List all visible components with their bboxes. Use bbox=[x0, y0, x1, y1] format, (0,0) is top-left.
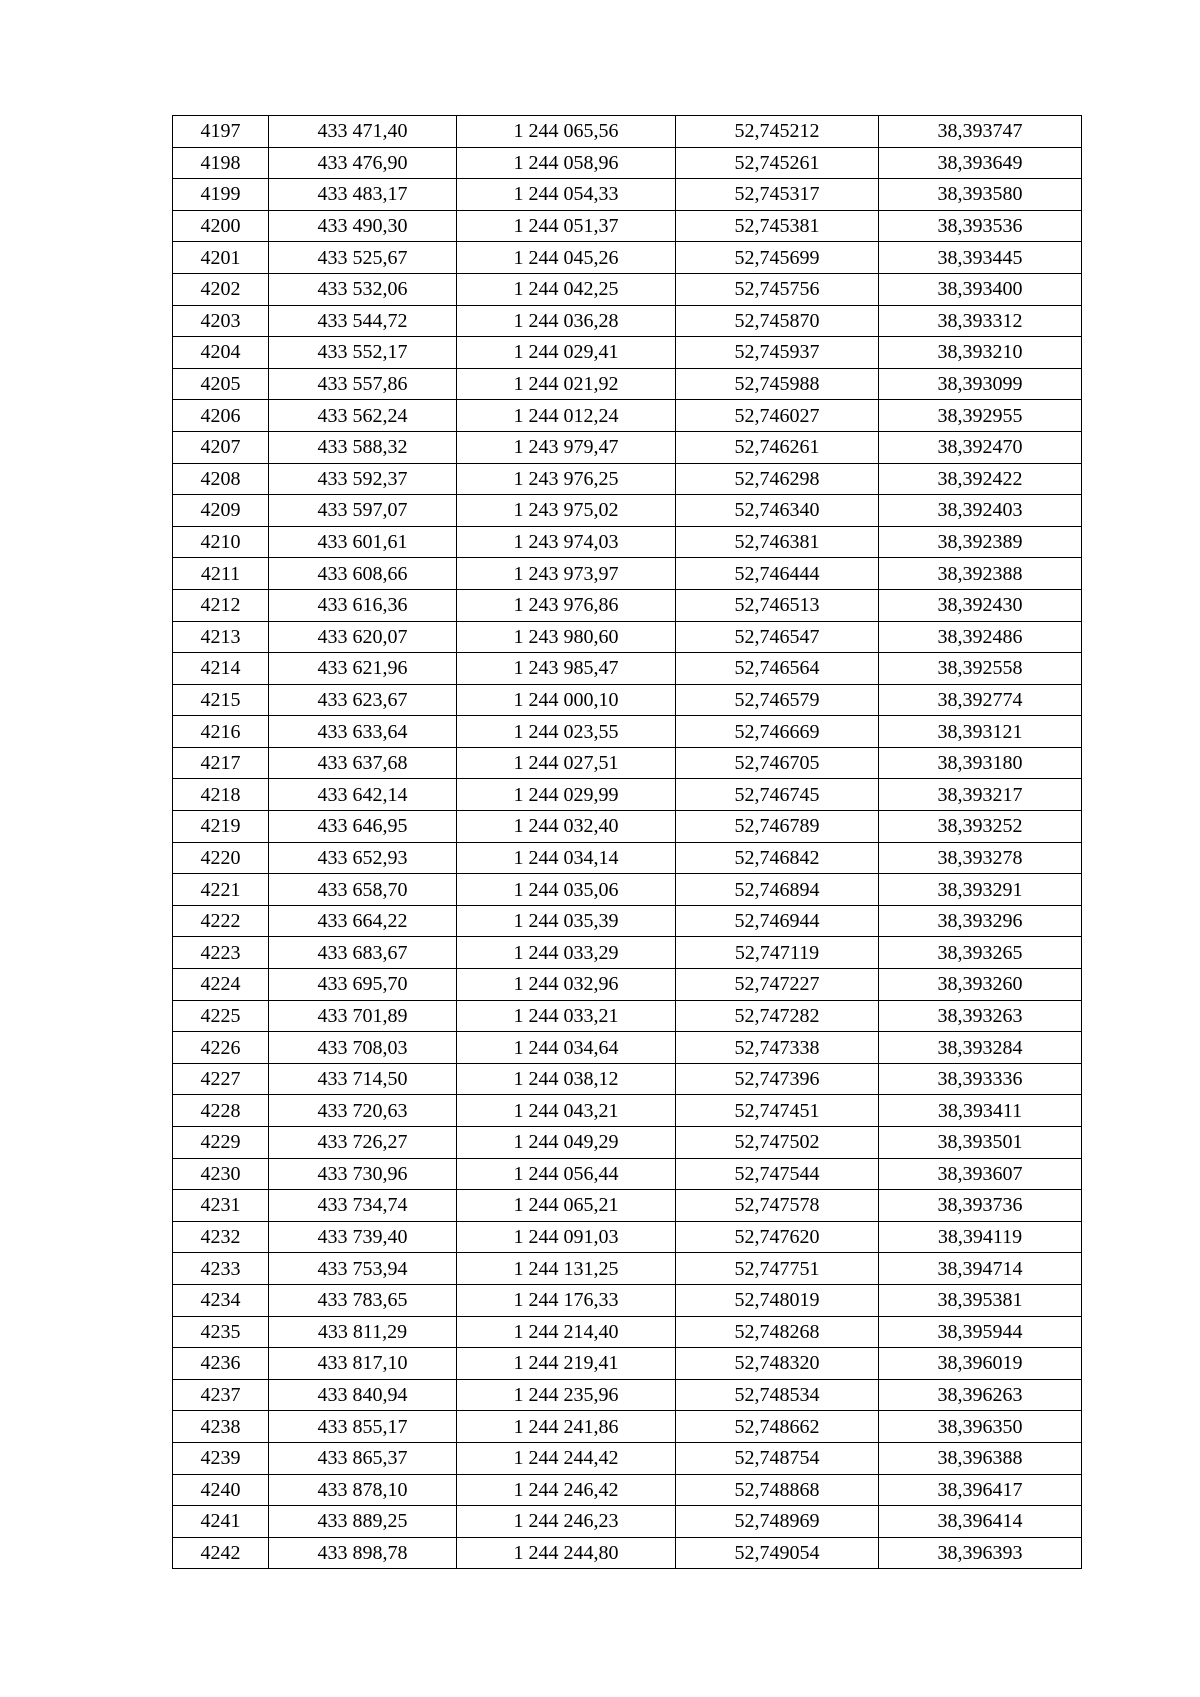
latitude-cell: 52,746298 bbox=[676, 463, 879, 495]
x-coordinate-cell: 433 471,40 bbox=[269, 116, 457, 148]
y-coordinate-cell: 1 244 029,99 bbox=[457, 779, 676, 811]
table-row bbox=[173, 179, 1082, 211]
point-number-cell: 4201 bbox=[173, 242, 269, 274]
latitude-cell: 52,748534 bbox=[676, 1379, 879, 1411]
y-coordinate-cell: 1 244 042,25 bbox=[457, 273, 676, 305]
latitude-cell: 52,746842 bbox=[676, 842, 879, 874]
point-number-cell: 4218 bbox=[173, 779, 269, 811]
latitude-cell: 52,745870 bbox=[676, 305, 879, 337]
table-row bbox=[173, 1190, 1082, 1222]
y-coordinate-cell: 1 243 975,02 bbox=[457, 495, 676, 527]
point-number-cell: 4232 bbox=[173, 1221, 269, 1253]
longitude-cell: 38,393217 bbox=[879, 779, 1082, 811]
table-row bbox=[173, 1411, 1082, 1443]
longitude-cell: 38,396417 bbox=[879, 1474, 1082, 1506]
table-row bbox=[173, 1474, 1082, 1506]
point-number-cell: 4213 bbox=[173, 621, 269, 653]
y-coordinate-cell: 1 244 051,37 bbox=[457, 210, 676, 242]
table-row bbox=[173, 242, 1082, 274]
point-number-cell: 4220 bbox=[173, 842, 269, 874]
table-row bbox=[173, 400, 1082, 432]
x-coordinate-cell: 433 525,67 bbox=[269, 242, 457, 274]
latitude-cell: 52,747338 bbox=[676, 1032, 879, 1064]
longitude-cell: 38,393501 bbox=[879, 1127, 1082, 1159]
latitude-cell: 52,745317 bbox=[676, 179, 879, 211]
y-coordinate-cell: 1 244 021,92 bbox=[457, 368, 676, 400]
longitude-cell: 38,393312 bbox=[879, 305, 1082, 337]
longitude-cell: 38,393260 bbox=[879, 969, 1082, 1001]
point-number-cell: 4230 bbox=[173, 1158, 269, 1190]
point-number-cell: 4227 bbox=[173, 1063, 269, 1095]
longitude-cell: 38,393747 bbox=[879, 116, 1082, 148]
y-coordinate-cell: 1 244 235,96 bbox=[457, 1379, 676, 1411]
point-number-cell: 4223 bbox=[173, 937, 269, 969]
point-number-cell: 4198 bbox=[173, 147, 269, 179]
longitude-cell: 38,393445 bbox=[879, 242, 1082, 274]
table-row bbox=[173, 368, 1082, 400]
table-row bbox=[173, 463, 1082, 495]
longitude-cell: 38,393291 bbox=[879, 874, 1082, 906]
table-row bbox=[173, 1000, 1082, 1032]
table-row bbox=[173, 1095, 1082, 1127]
table-row bbox=[173, 1537, 1082, 1569]
x-coordinate-cell: 433 621,96 bbox=[269, 653, 457, 685]
point-number-cell: 4200 bbox=[173, 210, 269, 242]
table-row bbox=[173, 1379, 1082, 1411]
y-coordinate-cell: 1 244 176,33 bbox=[457, 1284, 676, 1316]
point-number-cell: 4204 bbox=[173, 337, 269, 369]
latitude-cell: 52,747502 bbox=[676, 1127, 879, 1159]
longitude-cell: 38,392388 bbox=[879, 558, 1082, 590]
latitude-cell: 52,747451 bbox=[676, 1095, 879, 1127]
y-coordinate-cell: 1 244 034,14 bbox=[457, 842, 676, 874]
longitude-cell: 38,396263 bbox=[879, 1379, 1082, 1411]
latitude-cell: 52,747396 bbox=[676, 1063, 879, 1095]
y-coordinate-cell: 1 243 979,47 bbox=[457, 431, 676, 463]
point-number-cell: 4235 bbox=[173, 1316, 269, 1348]
longitude-cell: 38,393263 bbox=[879, 1000, 1082, 1032]
longitude-cell: 38,393580 bbox=[879, 179, 1082, 211]
x-coordinate-cell: 433 646,95 bbox=[269, 811, 457, 843]
latitude-cell: 52,746789 bbox=[676, 811, 879, 843]
y-coordinate-cell: 1 244 246,23 bbox=[457, 1506, 676, 1538]
latitude-cell: 52,746669 bbox=[676, 716, 879, 748]
table-row bbox=[173, 1442, 1082, 1474]
table-row bbox=[173, 1127, 1082, 1159]
x-coordinate-cell: 433 714,50 bbox=[269, 1063, 457, 1095]
x-coordinate-cell: 433 592,37 bbox=[269, 463, 457, 495]
point-number-cell: 4242 bbox=[173, 1537, 269, 1569]
y-coordinate-cell: 1 244 033,29 bbox=[457, 937, 676, 969]
point-number-cell: 4238 bbox=[173, 1411, 269, 1443]
table-row bbox=[173, 779, 1082, 811]
longitude-cell: 38,393411 bbox=[879, 1095, 1082, 1127]
y-coordinate-cell: 1 244 058,96 bbox=[457, 147, 676, 179]
longitude-cell: 38,393180 bbox=[879, 747, 1082, 779]
y-coordinate-cell: 1 244 065,56 bbox=[457, 116, 676, 148]
latitude-cell: 52,746340 bbox=[676, 495, 879, 527]
x-coordinate-cell: 433 855,17 bbox=[269, 1411, 457, 1443]
y-coordinate-cell: 1 244 214,40 bbox=[457, 1316, 676, 1348]
latitude-cell: 52,748662 bbox=[676, 1411, 879, 1443]
point-number-cell: 4212 bbox=[173, 589, 269, 621]
latitude-cell: 52,746745 bbox=[676, 779, 879, 811]
table-row bbox=[173, 1032, 1082, 1064]
table-row bbox=[173, 1158, 1082, 1190]
longitude-cell: 38,396414 bbox=[879, 1506, 1082, 1538]
longitude-cell: 38,393099 bbox=[879, 368, 1082, 400]
longitude-cell: 38,396019 bbox=[879, 1348, 1082, 1380]
x-coordinate-cell: 433 652,93 bbox=[269, 842, 457, 874]
y-coordinate-cell: 1 244 244,80 bbox=[457, 1537, 676, 1569]
x-coordinate-cell: 433 588,32 bbox=[269, 431, 457, 463]
x-coordinate-cell: 433 658,70 bbox=[269, 874, 457, 906]
x-coordinate-cell: 433 726,27 bbox=[269, 1127, 457, 1159]
latitude-cell: 52,748268 bbox=[676, 1316, 879, 1348]
latitude-cell: 52,746547 bbox=[676, 621, 879, 653]
x-coordinate-cell: 433 552,17 bbox=[269, 337, 457, 369]
longitude-cell: 38,393607 bbox=[879, 1158, 1082, 1190]
y-coordinate-cell: 1 244 023,55 bbox=[457, 716, 676, 748]
latitude-cell: 52,747544 bbox=[676, 1158, 879, 1190]
table-row bbox=[173, 1063, 1082, 1095]
y-coordinate-cell: 1 244 032,96 bbox=[457, 969, 676, 1001]
latitude-cell: 52,746027 bbox=[676, 400, 879, 432]
x-coordinate-cell: 433 898,78 bbox=[269, 1537, 457, 1569]
latitude-cell: 52,745756 bbox=[676, 273, 879, 305]
table-row bbox=[173, 811, 1082, 843]
y-coordinate-cell: 1 244 033,21 bbox=[457, 1000, 676, 1032]
latitude-cell: 52,748969 bbox=[676, 1506, 879, 1538]
table-row bbox=[173, 653, 1082, 685]
y-coordinate-cell: 1 244 032,40 bbox=[457, 811, 676, 843]
table-row bbox=[173, 495, 1082, 527]
x-coordinate-cell: 433 620,07 bbox=[269, 621, 457, 653]
longitude-cell: 38,396388 bbox=[879, 1442, 1082, 1474]
longitude-cell: 38,392558 bbox=[879, 653, 1082, 685]
y-coordinate-cell: 1 244 038,12 bbox=[457, 1063, 676, 1095]
table-row bbox=[173, 1506, 1082, 1538]
point-number-cell: 4226 bbox=[173, 1032, 269, 1064]
point-number-cell: 4202 bbox=[173, 273, 269, 305]
y-coordinate-cell: 1 243 980,60 bbox=[457, 621, 676, 653]
table-row bbox=[173, 842, 1082, 874]
latitude-cell: 52,749054 bbox=[676, 1537, 879, 1569]
y-coordinate-cell: 1 244 027,51 bbox=[457, 747, 676, 779]
longitude-cell: 38,393336 bbox=[879, 1063, 1082, 1095]
y-coordinate-cell: 1 243 973,97 bbox=[457, 558, 676, 590]
x-coordinate-cell: 433 695,70 bbox=[269, 969, 457, 1001]
table-row bbox=[173, 1348, 1082, 1380]
point-number-cell: 4221 bbox=[173, 874, 269, 906]
x-coordinate-cell: 433 623,67 bbox=[269, 684, 457, 716]
table-row bbox=[173, 337, 1082, 369]
x-coordinate-cell: 433 633,64 bbox=[269, 716, 457, 748]
table-row bbox=[173, 558, 1082, 590]
y-coordinate-cell: 1 244 012,24 bbox=[457, 400, 676, 432]
latitude-cell: 52,745937 bbox=[676, 337, 879, 369]
y-coordinate-cell: 1 244 056,44 bbox=[457, 1158, 676, 1190]
x-coordinate-cell: 433 889,25 bbox=[269, 1506, 457, 1538]
table-row bbox=[173, 937, 1082, 969]
latitude-cell: 52,747751 bbox=[676, 1253, 879, 1285]
x-coordinate-cell: 433 483,17 bbox=[269, 179, 457, 211]
x-coordinate-cell: 433 601,61 bbox=[269, 526, 457, 558]
table-row bbox=[173, 431, 1082, 463]
y-coordinate-cell: 1 244 065,21 bbox=[457, 1190, 676, 1222]
x-coordinate-cell: 433 664,22 bbox=[269, 905, 457, 937]
x-coordinate-cell: 433 783,65 bbox=[269, 1284, 457, 1316]
longitude-cell: 38,392470 bbox=[879, 431, 1082, 463]
y-coordinate-cell: 1 244 091,03 bbox=[457, 1221, 676, 1253]
point-number-cell: 4239 bbox=[173, 1442, 269, 1474]
latitude-cell: 52,747227 bbox=[676, 969, 879, 1001]
y-coordinate-cell: 1 244 241,86 bbox=[457, 1411, 676, 1443]
point-number-cell: 4222 bbox=[173, 905, 269, 937]
point-number-cell: 4229 bbox=[173, 1127, 269, 1159]
latitude-cell: 52,747119 bbox=[676, 937, 879, 969]
point-number-cell: 4208 bbox=[173, 463, 269, 495]
longitude-cell: 38,392430 bbox=[879, 589, 1082, 621]
x-coordinate-cell: 433 616,36 bbox=[269, 589, 457, 621]
latitude-cell: 52,745212 bbox=[676, 116, 879, 148]
longitude-cell: 38,394714 bbox=[879, 1253, 1082, 1285]
longitude-cell: 38,393278 bbox=[879, 842, 1082, 874]
x-coordinate-cell: 433 608,66 bbox=[269, 558, 457, 590]
table-row bbox=[173, 716, 1082, 748]
x-coordinate-cell: 433 476,90 bbox=[269, 147, 457, 179]
longitude-cell: 38,392389 bbox=[879, 526, 1082, 558]
y-coordinate-cell: 1 244 244,42 bbox=[457, 1442, 676, 1474]
point-number-cell: 4219 bbox=[173, 811, 269, 843]
table-row bbox=[173, 273, 1082, 305]
x-coordinate-cell: 433 840,94 bbox=[269, 1379, 457, 1411]
table-row bbox=[173, 621, 1082, 653]
point-number-cell: 4203 bbox=[173, 305, 269, 337]
longitude-cell: 38,393736 bbox=[879, 1190, 1082, 1222]
longitude-cell: 38,393536 bbox=[879, 210, 1082, 242]
longitude-cell: 38,392774 bbox=[879, 684, 1082, 716]
coordinates-table-body bbox=[173, 116, 1082, 1569]
y-coordinate-cell: 1 244 219,41 bbox=[457, 1348, 676, 1380]
latitude-cell: 52,747282 bbox=[676, 1000, 879, 1032]
x-coordinate-cell: 433 739,40 bbox=[269, 1221, 457, 1253]
y-coordinate-cell: 1 243 985,47 bbox=[457, 653, 676, 685]
x-coordinate-cell: 433 753,94 bbox=[269, 1253, 457, 1285]
latitude-cell: 52,748019 bbox=[676, 1284, 879, 1316]
y-coordinate-cell: 1 244 035,39 bbox=[457, 905, 676, 937]
longitude-cell: 38,395381 bbox=[879, 1284, 1082, 1316]
point-number-cell: 4216 bbox=[173, 716, 269, 748]
longitude-cell: 38,393296 bbox=[879, 905, 1082, 937]
x-coordinate-cell: 433 878,10 bbox=[269, 1474, 457, 1506]
longitude-cell: 38,392422 bbox=[879, 463, 1082, 495]
table-row bbox=[173, 147, 1082, 179]
latitude-cell: 52,748320 bbox=[676, 1348, 879, 1380]
point-number-cell: 4240 bbox=[173, 1474, 269, 1506]
longitude-cell: 38,394119 bbox=[879, 1221, 1082, 1253]
longitude-cell: 38,393265 bbox=[879, 937, 1082, 969]
latitude-cell: 52,746513 bbox=[676, 589, 879, 621]
y-coordinate-cell: 1 244 043,21 bbox=[457, 1095, 676, 1127]
x-coordinate-cell: 433 557,86 bbox=[269, 368, 457, 400]
latitude-cell: 52,746894 bbox=[676, 874, 879, 906]
y-coordinate-cell: 1 244 131,25 bbox=[457, 1253, 676, 1285]
x-coordinate-cell: 433 642,14 bbox=[269, 779, 457, 811]
latitude-cell: 52,746444 bbox=[676, 558, 879, 590]
longitude-cell: 38,392403 bbox=[879, 495, 1082, 527]
x-coordinate-cell: 433 708,03 bbox=[269, 1032, 457, 1064]
table-row bbox=[173, 969, 1082, 1001]
longitude-cell: 38,393210 bbox=[879, 337, 1082, 369]
latitude-cell: 52,748868 bbox=[676, 1474, 879, 1506]
x-coordinate-cell: 433 734,74 bbox=[269, 1190, 457, 1222]
point-number-cell: 4236 bbox=[173, 1348, 269, 1380]
x-coordinate-cell: 433 701,89 bbox=[269, 1000, 457, 1032]
longitude-cell: 38,396393 bbox=[879, 1537, 1082, 1569]
latitude-cell: 52,745381 bbox=[676, 210, 879, 242]
y-coordinate-cell: 1 244 045,26 bbox=[457, 242, 676, 274]
latitude-cell: 52,746944 bbox=[676, 905, 879, 937]
y-coordinate-cell: 1 244 000,10 bbox=[457, 684, 676, 716]
y-coordinate-cell: 1 244 035,06 bbox=[457, 874, 676, 906]
point-number-cell: 4206 bbox=[173, 400, 269, 432]
coordinates-table bbox=[172, 115, 1082, 1569]
point-number-cell: 4197 bbox=[173, 116, 269, 148]
point-number-cell: 4217 bbox=[173, 747, 269, 779]
x-coordinate-cell: 433 637,68 bbox=[269, 747, 457, 779]
point-number-cell: 4210 bbox=[173, 526, 269, 558]
point-number-cell: 4234 bbox=[173, 1284, 269, 1316]
point-number-cell: 4225 bbox=[173, 1000, 269, 1032]
table-row bbox=[173, 1253, 1082, 1285]
table-row bbox=[173, 305, 1082, 337]
y-coordinate-cell: 1 244 036,28 bbox=[457, 305, 676, 337]
x-coordinate-cell: 433 597,07 bbox=[269, 495, 457, 527]
point-number-cell: 4231 bbox=[173, 1190, 269, 1222]
y-coordinate-cell: 1 244 246,42 bbox=[457, 1474, 676, 1506]
x-coordinate-cell: 433 811,29 bbox=[269, 1316, 457, 1348]
x-coordinate-cell: 433 730,96 bbox=[269, 1158, 457, 1190]
latitude-cell: 52,746261 bbox=[676, 431, 879, 463]
point-number-cell: 4214 bbox=[173, 653, 269, 685]
table-row bbox=[173, 1284, 1082, 1316]
longitude-cell: 38,395944 bbox=[879, 1316, 1082, 1348]
x-coordinate-cell: 433 817,10 bbox=[269, 1348, 457, 1380]
x-coordinate-cell: 433 544,72 bbox=[269, 305, 457, 337]
longitude-cell: 38,392486 bbox=[879, 621, 1082, 653]
latitude-cell: 52,745261 bbox=[676, 147, 879, 179]
point-number-cell: 4215 bbox=[173, 684, 269, 716]
latitude-cell: 52,746579 bbox=[676, 684, 879, 716]
latitude-cell: 52,745988 bbox=[676, 368, 879, 400]
point-number-cell: 4241 bbox=[173, 1506, 269, 1538]
point-number-cell: 4205 bbox=[173, 368, 269, 400]
latitude-cell: 52,745699 bbox=[676, 242, 879, 274]
point-number-cell: 4224 bbox=[173, 969, 269, 1001]
table-row bbox=[173, 905, 1082, 937]
longitude-cell: 38,396350 bbox=[879, 1411, 1082, 1443]
table-row bbox=[173, 747, 1082, 779]
x-coordinate-cell: 433 490,30 bbox=[269, 210, 457, 242]
y-coordinate-cell: 1 243 974,03 bbox=[457, 526, 676, 558]
longitude-cell: 38,392955 bbox=[879, 400, 1082, 432]
y-coordinate-cell: 1 244 029,41 bbox=[457, 337, 676, 369]
latitude-cell: 52,746564 bbox=[676, 653, 879, 685]
y-coordinate-cell: 1 243 976,86 bbox=[457, 589, 676, 621]
x-coordinate-cell: 433 720,63 bbox=[269, 1095, 457, 1127]
x-coordinate-cell: 433 532,06 bbox=[269, 273, 457, 305]
longitude-cell: 38,393400 bbox=[879, 273, 1082, 305]
y-coordinate-cell: 1 244 049,29 bbox=[457, 1127, 676, 1159]
latitude-cell: 52,748754 bbox=[676, 1442, 879, 1474]
point-number-cell: 4228 bbox=[173, 1095, 269, 1127]
y-coordinate-cell: 1 243 976,25 bbox=[457, 463, 676, 495]
longitude-cell: 38,393252 bbox=[879, 811, 1082, 843]
point-number-cell: 4209 bbox=[173, 495, 269, 527]
latitude-cell: 52,747620 bbox=[676, 1221, 879, 1253]
point-number-cell: 4211 bbox=[173, 558, 269, 590]
point-number-cell: 4199 bbox=[173, 179, 269, 211]
table-row bbox=[173, 684, 1082, 716]
table-row bbox=[173, 589, 1082, 621]
table-row bbox=[173, 874, 1082, 906]
x-coordinate-cell: 433 865,37 bbox=[269, 1442, 457, 1474]
x-coordinate-cell: 433 683,67 bbox=[269, 937, 457, 969]
point-number-cell: 4237 bbox=[173, 1379, 269, 1411]
latitude-cell: 52,746705 bbox=[676, 747, 879, 779]
longitude-cell: 38,393284 bbox=[879, 1032, 1082, 1064]
y-coordinate-cell: 1 244 034,64 bbox=[457, 1032, 676, 1064]
point-number-cell: 4207 bbox=[173, 431, 269, 463]
longitude-cell: 38,393121 bbox=[879, 716, 1082, 748]
x-coordinate-cell: 433 562,24 bbox=[269, 400, 457, 432]
longitude-cell: 38,393649 bbox=[879, 147, 1082, 179]
point-number-cell: 4233 bbox=[173, 1253, 269, 1285]
table-row bbox=[173, 526, 1082, 558]
table-row bbox=[173, 1316, 1082, 1348]
y-coordinate-cell: 1 244 054,33 bbox=[457, 179, 676, 211]
table-row bbox=[173, 116, 1082, 148]
latitude-cell: 52,746381 bbox=[676, 526, 879, 558]
table-row bbox=[173, 1221, 1082, 1253]
table-row bbox=[173, 210, 1082, 242]
latitude-cell: 52,747578 bbox=[676, 1190, 879, 1222]
